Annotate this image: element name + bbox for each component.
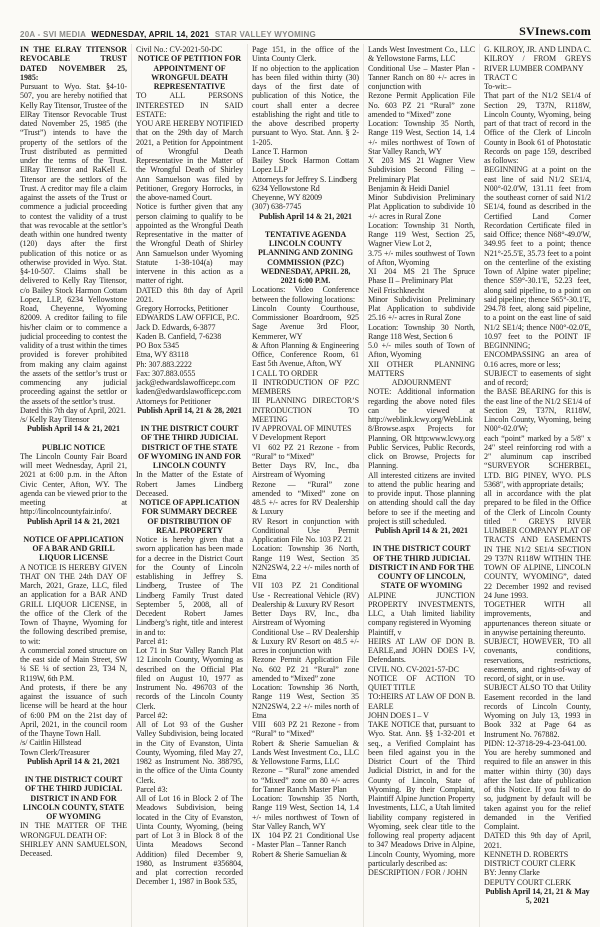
notice-paragraph: each “point” marked by a 5/8" x 24" steel reinforcing rod with a 2" aluminum cap inscribed “SURVEYOR SCHERBEL, LTD. BIG PINEY, WYO. PLS 5368", with appropriate details; — [484, 433, 591, 489]
notice-paragraph: Lands West Investment Co., LLC & Yellowstone Farms, LLC — [368, 45, 475, 64]
notice-paragraph: SUBJECT ALSO TO that Utility Easement recorded in the land records of Lincoln County, Wyoming on July 13, 1993 in Book 332 at Page 64 as Instrument No. 767882. — [484, 683, 591, 739]
notice-text-line: /s/ Kelly Ray Titensor — [20, 415, 90, 424]
notice-column-3 — [247, 44, 363, 927]
publish-line: Publish April 14, 21, 21 & May 5, 2021 — [485, 886, 590, 905]
notice-text-line: (307) 638-7745 — [252, 202, 302, 212]
notice-text-line: EDWARDS LAW OFFICE, P.C. — [136, 313, 240, 323]
notice-paragraph: Robert & Sherie Samuelian & Lands West Investment Co., LLC & Yellowstone Farms, LLC — [252, 738, 359, 766]
notice-paragraph: VI 602 PZ 21 Rezone - from “Rural” to “Mixed” — [252, 442, 359, 461]
notice-paragraph: SUBJECT to easements of sight and of record; — [484, 368, 591, 387]
notice-paragraph: Rezone Permit Application File No. 603 PZ 21 “Rural” zone amended to “Mixed” zone — [368, 91, 475, 119]
notice-paragraph: RV Resort in conjunction with Conditional Use Permit Application File No. 103 PZ 21 — [252, 516, 359, 544]
notice-paragraph: G. KILROY, JR. AND LINDA C. KILROY / FROM GREYS RIVER LUMBER COMPANY — [484, 45, 591, 73]
legal-notices-columns — [20, 44, 591, 927]
masthead-left — [20, 30, 316, 39]
notice-paragraph: Page 151, in the office of the Uinta County Clerk. — [252, 45, 359, 64]
notice-text-line: IV APPROVAL OF MINUTES — [252, 424, 352, 433]
notice-text-line: Cheyenne, WY 82009 — [252, 193, 322, 202]
notice-text-line: Town Clerk/Treasurer — [20, 747, 90, 757]
notice-paragraph: TOGETHER WITH all improvements, and appurtenances thereon situate or in anywise pertaining thereunto. — [484, 600, 591, 637]
notice-column-5 — [479, 44, 591, 927]
notice-text-line: Neil Frischknecht — [368, 285, 425, 295]
notice-heading: IN THE DISTRICT COURT OF THE THIRD JUDICIAL DISTRICT OF THE STATE OF WYOMING IN AND FOR LINCOLN COUNTY — [138, 424, 241, 470]
page-label: 20A - SVI MEDIA — [20, 30, 86, 39]
notice-paragraph: Location: Township 36 North, Range 119 West, Section 35 N2N2SW4, 2.2 +/- miles north of Etna — [252, 683, 359, 720]
publish-line: Publish April 14 & 21, 2021 — [259, 211, 352, 221]
notice-paragraph: All interested citizens are invited to attend the public hearing and to provide input. Those planning on attending should call the day before to see if the meeting and project is still scheduled. — [368, 470, 475, 526]
notice-heading: IN THE ELRAY TITENSOR REVOCABLE TRUST DATED NOVEMBER 25, 1985: — [20, 45, 127, 82]
notice-text-line: JOHN DOES I – V — [368, 710, 429, 720]
notice-paragraph: NOTICE OF ACTION TO QUIET TITLE — [368, 673, 475, 692]
masthead-rule — [20, 39, 591, 40]
notice-column-2 — [131, 44, 247, 927]
masthead — [20, 24, 591, 39]
notice-paragraph: Lincoln County Courthouse, Commissioner Boardroom, 925 Sage Avenue 3rd Floor, Kemmerer, WY — [252, 303, 359, 341]
notice-text-line: CIVIL NO. CV-2021-57-DC — [368, 664, 459, 674]
notice-text-line: BY: Jenny Clarke — [484, 868, 540, 878]
notice-paragraph: TO:HEIRS AT LAW OF DON B. EARLE — [368, 692, 475, 711]
notice-paragraph: Rezone – “Rural” zone amended to “Mixed” zone on 80 +/- acres for Tanner Ranch Master Plan — [252, 766, 359, 794]
notice-centered-text: ADJOURNMENT — [391, 378, 452, 387]
publish-line: Publish April 14 & 21, 2021 — [375, 526, 468, 535]
notice-paragraph: A commercial zoned structure on the east side of Main Street, SW ¼ SE ¼ of section 23, T34 N, R119W, 6th P.M. — [20, 645, 127, 683]
notice-paragraph: IN THE MATTER OF THE WRONGFUL DEATH OF: — [20, 821, 127, 840]
notice-paragraph: Locations: Video Conference between the following locations: — [252, 285, 359, 304]
notice-paragraph: BEGINNING at a point on the east line of said N1/2 SE1/4, N00°-02.0'W, 131.11 feet from the southeast corner of said N1/2 SE1/4, found as described in the Certified Land Corner Recordation Certificate filed in said Office; thence N68°-49.0'W, 349.95 feet to a point; thence N21°-25.5'E, 35.73 feet to a point on the centerline of the existing Town of Alpine water pipeline; thence S59°-30.1'E, 52.23 feet, along said pipeline, to a point on said pipeline; thence S65°-30.1'E, 294.78 feet, along said pipeline, to a point on the east line of said N1/2 SE1/4; thence N00°-02.0'E, 10.97 feet to the POINT IF BEGINNING; — [484, 165, 591, 350]
notice-text-line: TRACT C — [484, 72, 518, 82]
notice-text-line: PO Box 5345 — [136, 341, 180, 350]
notice-paragraph: Better Days RV, Inc., dba Airstream of Wyoming — [252, 461, 359, 480]
notice-column-4 — [363, 44, 479, 927]
notice-paragraph: You are hereby summoned and required to file an answer in this matter within thirty (30) days after the last date of publication of this Notice. If you fail to do so, judgment by default will be taken against you for the relief demanded in the Verified Complaint. — [484, 748, 591, 831]
notice-text-line: Dated this 7th day of April, 2021. — [20, 405, 126, 415]
notice-heading: IN THE DISTRICT COURT OF THE THIRD JUDICIAL DISTRICT IN AND FOR LINCOLN COUNTY, STATE OF WYOMING — [22, 775, 125, 821]
notice-paragraph: The Lincoln County Fair Board will meet Wednesday, April 21, 2021 at 6:00 p.m. in the Afton Civic Center, Afton, WY. The agenda can be viewed prior to the meeting at http://lincolncountyfair.info/. — [20, 451, 127, 517]
notice-text-line: Jack D. Edwards, 6-3877 — [136, 322, 216, 332]
notice-text-line: Civil No.: CV-2021-50-DC — [136, 45, 223, 54]
notice-paragraph: Rezone Permit Application File No. 602 PZ 21 “Rural” zone amended to “Mixed” zone — [252, 655, 359, 683]
notice-text-line: Parcel #2: — [136, 710, 168, 720]
notice-paragraph: 3.75 +/- miles southwest of Town of Afton, Wyoming — [368, 248, 475, 267]
notice-paragraph: Location: Township 31 North, Range 119 West, Section 25, Wagner View Lot 2, — [368, 220, 475, 249]
notice-paragraph: XI 204 MS 21 The Spruce Phase II – Preliminary Plat — [368, 267, 475, 286]
notice-paragraph: Attorneys for Jeffrey S. Lindberg — [252, 174, 357, 184]
notice-paragraph: Location: Township 30 North, Range 118 West, Section 6 — [368, 322, 475, 341]
notice-heading: NOTICE OF APPLICATION OF A BAR AND GRILL LIQUOR LICENSE — [23, 534, 124, 563]
notice-paragraph: Conditional Use – Master Plan - Tanner Ranch on 80 +/- acres in conjunction with — [368, 63, 475, 91]
notice-paragraph: And protests, if there be any against the issuance of such license will be heard at the hour of 6:00 PM on the 21st day of April, 2021, in the council room of the Thayne Town Hall. — [20, 682, 127, 738]
notice-paragraph: All of Lot 16 in Block 2 of The Meadows Subdivision, being located in the City of Evanston, Uinta County, Wyoming, (being part of Lot 3 in Block 8 of the Uinta Meadows Second Addition) filed December 9, 1980, as Instrument #356804, and plat correction recorded December 1, 1987 in Book 535, — [136, 794, 243, 887]
publish-line: Publish April 14 & 21, 2021 — [27, 756, 120, 766]
masthead-date: WEDNESDAY, APRIL 14, 2021 — [91, 30, 210, 39]
notice-text-line: DEPUTY COURT CLERK — [484, 877, 572, 887]
notice-text-line: Lance T. Harmon — [252, 146, 308, 156]
notice-paragraph: Rezone — “Rural” zone amended to “Mixed” zone on 48.5 +/- acres for RV Dealership & Luxury — [252, 479, 359, 517]
publish-line: Publish April 14 & 21, 2021 — [27, 516, 120, 526]
notice-paragraph: DATED this 9th day of April, 2021. — [484, 831, 591, 850]
notice-paragraph: III PLANNING DIRECTOR’S INTRODUCTION TO MEETING — [252, 396, 359, 424]
notice-heading: IN THE DISTRICT COURT OF THE THIRD JUDICIAL DISTRICT IN AND FOR THE COUNTY OF LINCOLN, STATE OF WYOMING — [369, 544, 474, 591]
notice-text-line: Etna, WY 83118 — [136, 350, 189, 360]
notice-paragraph: DATED this 8th day of April 2021. — [136, 285, 243, 304]
notice-paragraph: Minor Subdivision Preliminary Plat Application to subdivide 25.16 +/- acres in Rural Zone — [368, 294, 475, 323]
notice-paragraph: ALPINE JUNCTION PROPERTY INVESTMENTS, LLC, a Utah limited liability company registered in Wyoming — [368, 590, 475, 628]
notice-paragraph: In the Matter of the Estate of Robert James Lindberg Deceased. — [136, 470, 243, 498]
notice-paragraph: All of Lot 93 of the Gusher Valley Subdivision, being located in the City of Evanston, Uinta County, Wyoming, filed May 27, 1982 as Instrument No. 388795, in the office of the Uinta County Clerk. — [136, 720, 243, 785]
notice-paragraph: DESCRIPTION / FOR / JOHN — [368, 868, 468, 877]
notice-paragraph: YOU ARE HEREBY NOTIFIED that on the 29th day of March 2021, a Petition for Appointment of Wrongful Death Representative in the Matter of the Wrongful Death of Shirley Ann Samuelson was filed by Petitioner, Gregory Horrocks, in the above-named Court. — [136, 119, 243, 202]
notice-paragraph: PIDN: 12-3718-29-4-23-041.00. — [484, 738, 587, 748]
notice-text-line: Parcel #1: — [136, 636, 168, 646]
notice-paragraph: all in accordance with the plat prepared to be filed in the Office of the Clerk of Lincoln County titled “ GREYS RIVER LUMBER COMPANY PLAT OF TRACTS AND EASEMENTS IN THE N1/2 SE1/4 SECTION 29 T37N R118W WITHIN THE TOWN OF ALPINE, LINCOLN COUNTY, WYOMING”, dated 22 December 1992 and revised 24 June 1993. — [484, 489, 591, 600]
notice-text-line: Kaden B. Canfield, 7-6238 — [136, 331, 222, 341]
notice-text-line: To-wit:– — [484, 82, 512, 91]
notice-paragraph: Notice is hereby given that a sworn application has been made for a decree in the District Court for the County of Lincoln establishing in Jeffrey S. Lindberg, Trustee of The Lindberg Family Trust dated September 5, 2008, all of Decedent Robert James Lindberg’s right, title and interest in and to: — [136, 535, 243, 637]
notice-paragraph: HEIRS AT LAW OF DON B. EARLE,and JOHN DOES I-V, Defendants. — [368, 636, 475, 665]
notice-paragraph: NOTE: Additional information regarding the above noted files can be viewed at http://weblink.lcwy.org/WebLink8/Browse.aspx Projects for Planning, OR http:www.lcwy.org Public Services, Public Records, click on Browse, Projects for Planning. — [368, 387, 475, 471]
notice-paragraph: SHIRLEY ANN SAMUELSON, Deceased. — [20, 839, 127, 858]
notice-paragraph: the BASE BEARING for this is the east line of the N1/2 SE1/4 of Section 29, T37N, R118W, Lincoln County, Wyoming, being N00°-02.0'W; — [484, 387, 591, 434]
notice-paragraph: VII 103 PZ 21 Conditional Use - Recreational Vehicle (RV) Dealership & Luxury RV Resort — [252, 581, 359, 609]
notice-text-line: jack@edwardslawofficepc.com — [136, 378, 236, 387]
notice-paragraph: VIII 603 PZ 21 Rezone - from “Rural” to “Mixed” — [252, 720, 359, 739]
notice-text-line: /s/ Caitlin Hillstead — [20, 738, 82, 748]
notice-paragraph: SUBJECT, HOWEVER, TO all covenants, conditions, reservations, restrictions, easements, and rights-of-way of record, of sight, or in use. — [484, 637, 591, 683]
notice-paragraph: XII OTHER PLANNING MATTERS — [368, 359, 475, 378]
notice-text-line: kaden@edwardslawofficepc.com — [136, 387, 242, 397]
notice-text-line: Attorneys for Petitioner — [136, 396, 211, 406]
notice-text-line: Fax: 307.883.0555 — [136, 368, 196, 378]
notice-text-line: I CALL TO ORDER — [252, 368, 318, 378]
notice-heading: NOTICE OF APPLICATION FOR SUMMARY DECREE OF DISTRIBUTION OF REAL PROPERTY — [139, 498, 240, 535]
notice-text-line: V Development Report — [252, 433, 326, 443]
notice-paragraph: Location: Township 36 North, Range 119 West, Section 35 N2N2SW4, 2.2 +/- miles north of Etna — [252, 544, 359, 581]
notice-paragraph: A NOTICE IS HEREBY GIVEN THAT ON THE 24th DAY OF March, 2021, Graze, LLC, filed an application for a BAR AND GRILL LIQUOR LICENSE, in the office of the Clerk of the Town of Thayne, Wyoming for the following described premise, to wit: — [20, 562, 127, 646]
notice-paragraph: Minor Subdivision Preliminary Plat Application to subdivide 10 +/- acres in Rural Zone — [368, 193, 475, 221]
notice-text-line: Gregory Horrocks, Petitioner — [136, 304, 229, 313]
notice-paragraph: X 203 MS 21 Wagner View Subdivision Second Filing – Preliminary Plat — [368, 156, 475, 184]
notice-text-line: KENNETH D. ROBERTS — [484, 849, 569, 859]
notice-paragraph: Notice is further given that any person claiming to qualify to be appointed as the Wrongful Death Representative in the matter of the Wrongful Death of Shirley Ann Samuelson under Wyoming Statute 1-38-104(a) may intervene in this action as a matter of right. — [136, 202, 243, 286]
notice-paragraph: Conditional Use – RV Dealership & Luxury RV Resort on 48.5 +/- acres in conjunction with — [252, 627, 359, 655]
notice-paragraph: & Afton Planning & Engineering Office, Conference Room, 61 East 5th Avenue, Afton, WY — [252, 340, 359, 369]
notice-heading: NOTICE OF PETITION FOR APPOINTMENT OF WRONGFUL DEATH REPRESENTATIVE — [137, 54, 242, 91]
masthead-location: STAR VALLEY WYOMING — [214, 30, 317, 39]
notice-paragraph: If no objection to the application has been filed within thirty (30) days of the first date of publication of this Notice, the court shall enter a decree establishing the right and title to the above described property pursuant to Wyo. Stat. Ann. § 2-1-205. — [252, 63, 359, 147]
notice-paragraph: Location: Township 35 North, Range 119 West, Section 14, 1.4 +/- miles northwest of Town of Star Valley Ranch, WY — [252, 794, 359, 831]
notice-text-line: Parcel #3: — [136, 784, 168, 794]
notice-text-line: Ph: 307.883.2222 — [136, 359, 192, 369]
notice-paragraph: Lot 71 in Star Valley Ranch Plat 12 Lincoln County, Wyoming as described on the Official Plat filed on August 10, 1977 as Instrument No. 496703 of the records of the Lincoln County Clerk. — [136, 646, 243, 711]
notice-paragraph: TAKE NOTICE that, pursuant to Wyo. Stat. Ann. §§ 1-32-201 et seq., a Verified Complaint has been filed against you in the District Court of the Third Judicial District, in and for the County of Lincoln, State of Wyoming. By their Complaint, Plaintiff Alpine Junction Property Investments, LLC, a Utah limited liability company registered in Wyoming, seek clear title to the following real property adjacent to 347 Meadows Drive in Alpine, Lincoln County, Wyoming, more particularly described as: — [368, 720, 475, 868]
website-label: SVInews.com — [519, 24, 591, 38]
notice-heading: TENTATIVE AGENDA LINCOLN COUNTY PLANNING AND ZONING COMMISSION (PZC) WEDNESDAY, APRIL 28, 2021 6:00 P.M. — [257, 229, 354, 285]
notice-column-1 — [20, 44, 131, 927]
notice-paragraph: TO ALL PERSONS INTERESTED IN SAID ESTATE: — [136, 91, 243, 119]
notice-paragraph: Bailey Stock Harmon Cottam Lopez LLP — [252, 156, 359, 175]
notice-heading: PUBLIC NOTICE — [41, 442, 106, 452]
notice-paragraph: IX 104 PZ 21 Conditional Use - Master Plan – Tanner Ranch — [252, 831, 359, 850]
publish-line: Publish April 14, 21 & 28, 2021 — [137, 405, 242, 415]
notice-text-line: Plaintiff, v — [368, 627, 402, 637]
notice-paragraph: Location: Township 35 North, Range 119 West, Section 14, 1.4 +/- miles northwest of Town of Star Valley Ranch, WY — [368, 119, 475, 156]
notice-paragraph: Robert & Sherie Samuelian & — [252, 849, 348, 859]
notice-paragraph: II INTRODUCTION OF PZC MEMBERS — [252, 377, 359, 396]
notice-text-line: Benjamin & Heidi Daniel — [368, 183, 450, 193]
notice-paragraph: Pursuant to Wyo. Stat. §4-10-507, you are hereby notified that Kelly Ray Titensor, Trustee of the ElRay Titensor Revocable Trust dated November 25, 1985 (the “Trust”) intends to have the property of the settlors of the Trust distributed as permitted under the terms of the Trust. ElRay Titensor and RaKell E. Titensor are the settlors of the Trust. A creditor may file a claim against the assets of the Trust or commence a judicial proceeding to contest the validity of a trust that was revocable at the settlor’s death within one hundred twenty (120) days after the first publication of this notice or as otherwise provided in Wyo. Stat. §4-10-507. Claims shall be delivered to Kelly Ray Titensor, c/o Bailey Stock Harmon Cottam Lopez, LLP, 6234 Yellowstone Road, Cheyenne, Wyoming 82009. A creditor failing to file his/her claim or to commence a judicial proceeding to contest the validity of a trust within the times provided is forever prohibited from making any claim against the assets of the settlor’s trust or commencing any judicial proceeding against the settlor or the assets of the settlor’s trust. — [20, 82, 127, 406]
notice-paragraph: That part of the N1/2 SE1/4 of Section 29, T37N, R118W, Lincoln County, Wyoming, being part of that tract of record in the Office of the Clerk of Lincoln County in Book 61 of Photostatic Records on page 159, described as follows: — [484, 91, 591, 165]
notice-paragraph: ENCOMPASSING an area of 0.16 acres, more or less; — [484, 350, 591, 369]
notice-paragraph: 5.0 +/- miles south of Town of Afton, Wyoming — [368, 341, 475, 360]
notice-text-line: DISTRICT COURT CLERK — [484, 859, 576, 868]
publish-line: Publish April 14 & 21, 2021 — [27, 424, 120, 434]
notice-text-line: 6234 Yellowstone Rd — [252, 183, 320, 193]
notice-paragraph: Better Days RV, Inc., dba Airstream of Wyoming — [252, 609, 359, 628]
